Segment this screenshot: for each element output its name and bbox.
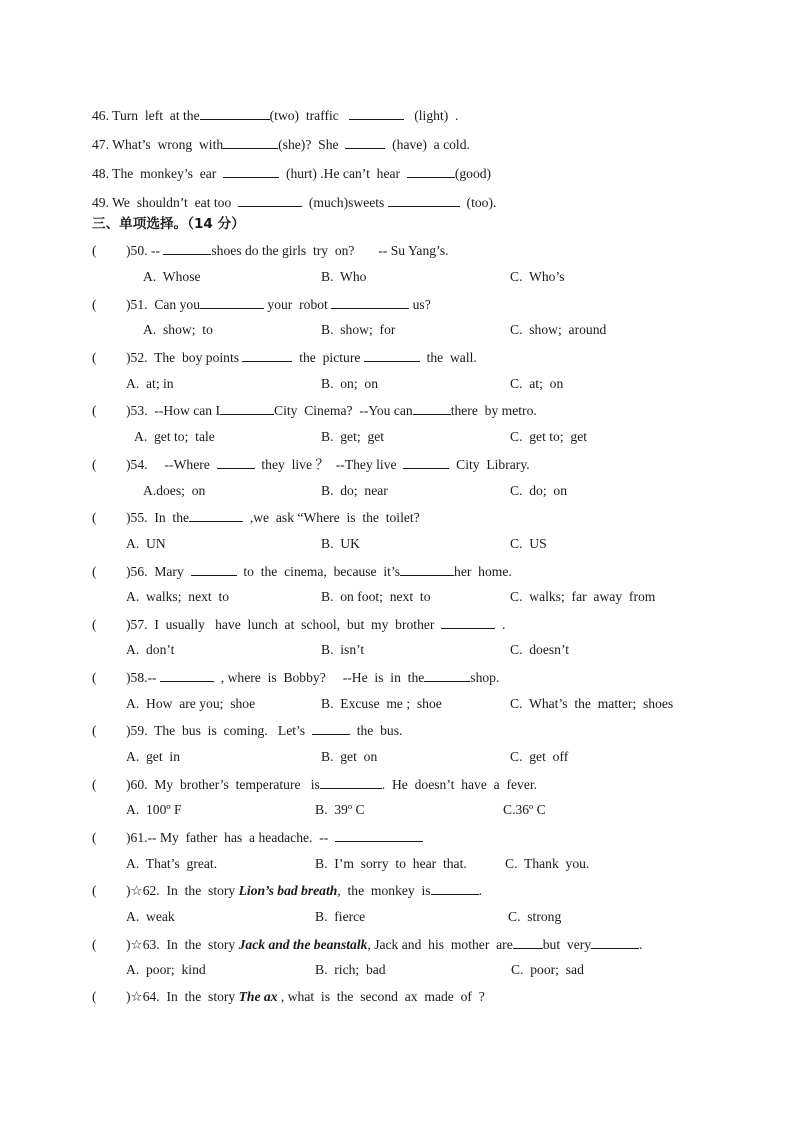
answer-blank[interactable] <box>217 455 255 469</box>
question-text: )60. My brother’s temperature is <box>126 777 320 792</box>
option-a[interactable]: A. get to; tale <box>134 429 215 444</box>
question-text: shop. <box>470 670 500 685</box>
question-text: )58.-- <box>126 670 160 685</box>
answer-paren[interactable]: ( <box>92 617 97 632</box>
question-text: to the cinema, because it’s <box>236 564 401 579</box>
answer-paren[interactable]: ( <box>92 670 97 685</box>
item-47 <box>92 135 470 154</box>
option-b[interactable]: B. I’m sorry to hear that. <box>315 856 467 871</box>
question-text: , Jack and his mother are <box>367 937 513 952</box>
option-a[interactable]: A. get in <box>126 749 180 764</box>
question-text: )52. The boy points <box>126 350 243 365</box>
question-text: )54. --Where <box>126 457 217 472</box>
question-text: the bus. <box>349 723 403 738</box>
question-58 <box>92 668 499 687</box>
question-59 <box>92 721 402 740</box>
answer-paren[interactable]: ( <box>92 403 97 418</box>
question-text: )55. In the <box>126 510 190 525</box>
item-number: 47. <box>92 137 109 152</box>
option-b[interactable]: B. get; get <box>321 429 385 444</box>
option-a[interactable]: A. UN <box>126 536 166 551</box>
option-c[interactable]: C. walks; far away from <box>510 589 656 604</box>
option-b[interactable]: B. do; near <box>321 483 388 498</box>
question-text: us? <box>409 297 431 312</box>
answer-blank[interactable] <box>403 455 449 469</box>
option-a[interactable]: A.does; on <box>143 483 206 498</box>
question-64 <box>92 988 485 1006</box>
answer-blank[interactable] <box>312 721 350 735</box>
option-a[interactable]: A. Whose <box>143 269 201 284</box>
question-text: )61.-- My father has a headache. -- <box>126 830 336 845</box>
answer-paren[interactable]: ( <box>92 510 97 525</box>
option-c[interactable]: C. US <box>510 536 547 551</box>
question-50 <box>92 241 449 260</box>
option-a[interactable]: A. show; to <box>143 322 213 337</box>
question-57 <box>92 615 505 634</box>
story-title: The ax <box>238 989 278 1004</box>
item-49 <box>92 193 496 212</box>
option-b[interactable]: B. show; for <box>321 322 396 337</box>
section-title: 三、单项选择。（14 分） <box>92 216 245 232</box>
answer-blank[interactable] <box>345 135 385 149</box>
option-c[interactable]: C. do; on <box>510 483 568 498</box>
option-c[interactable]: C. Thank you. <box>505 856 590 871</box>
option-c[interactable]: C. show; around <box>510 322 607 337</box>
story-title: Jack and the beanstalk <box>238 937 368 952</box>
answer-blank[interactable] <box>400 562 454 576</box>
option-b[interactable]: B. 39º C <box>315 802 365 817</box>
answer-blank[interactable] <box>331 295 409 309</box>
item-48 <box>92 164 491 183</box>
option-c[interactable]: C. poor; sad <box>511 962 584 977</box>
answer-paren[interactable]: ( <box>92 937 97 952</box>
answer-blank[interactable] <box>163 241 211 255</box>
option-b[interactable]: B. rich; bad <box>315 962 386 977</box>
question-text: there by metro. <box>450 403 537 418</box>
answer-blank[interactable] <box>223 135 278 149</box>
question-text: but very <box>542 937 592 952</box>
option-a[interactable]: A. 100º F <box>126 802 182 817</box>
answer-blank[interactable] <box>441 615 495 629</box>
answer-paren[interactable]: ( <box>92 297 97 312</box>
question-text: City Cinema? --You can <box>274 403 413 418</box>
question-text: )59. The bus is coming. Let’s <box>126 723 312 738</box>
item-text: (much)sweets <box>308 195 385 210</box>
question-54 <box>92 455 530 474</box>
question-text: )50. -- <box>126 243 164 258</box>
option-a[interactable]: A. don’t <box>126 642 175 657</box>
answer-paren[interactable]: ( <box>92 457 97 472</box>
item-number: 49. <box>92 195 109 210</box>
item-text: (hurt) .He can’t hear <box>285 166 401 181</box>
item-text: The monkey’s ear <box>112 166 217 181</box>
question-56 <box>92 562 512 581</box>
answer-blank[interactable] <box>238 193 302 207</box>
question-text: )☆63. In the story <box>126 937 239 952</box>
option-b[interactable]: B. Excuse me ; shoe <box>321 696 442 711</box>
option-a[interactable]: A. poor; kind <box>126 962 206 977</box>
option-c[interactable]: C. get off <box>510 749 569 764</box>
question-text: City Library. <box>449 457 530 472</box>
question-text: )☆64. In the story <box>126 989 239 1004</box>
question-52 <box>92 348 477 367</box>
option-b[interactable]: B. on; on <box>321 376 379 391</box>
question-text: the wall. <box>419 350 477 365</box>
answer-paren[interactable]: ( <box>92 564 97 579</box>
answer-paren[interactable]: ( <box>92 883 97 898</box>
question-text: they live ？ --They live <box>254 457 404 472</box>
question-text: shoes do the girls try on? -- Su Yang’s. <box>211 243 449 258</box>
question-text: , where is Bobby? --He is in the <box>213 670 425 685</box>
answer-blank[interactable] <box>220 401 274 415</box>
question-text: )57. I usually have lunch at school, but my brother <box>126 617 442 632</box>
question-53 <box>92 401 537 420</box>
answer-blank[interactable] <box>200 295 264 309</box>
story-title: Lion’s bad breath <box>238 883 338 898</box>
answer-blank[interactable] <box>189 508 243 522</box>
option-b[interactable]: B. fierce <box>315 909 366 924</box>
question-51 <box>92 295 431 314</box>
question-text: her home. <box>454 564 512 579</box>
option-c[interactable]: C. doesn’t <box>510 642 570 657</box>
item-number: 48. <box>92 166 109 181</box>
option-b[interactable]: B. get on <box>321 749 378 764</box>
answer-blank[interactable] <box>335 828 423 842</box>
item-text: (too). <box>466 195 497 210</box>
answer-blank[interactable] <box>364 348 420 362</box>
question-61 <box>92 828 423 847</box>
answer-blank[interactable] <box>191 562 237 576</box>
item-text: (light) . <box>414 108 459 123</box>
option-c[interactable]: C.36º C <box>503 802 546 817</box>
item-text: What’s wrong with <box>112 137 224 152</box>
question-55 <box>92 508 420 527</box>
question-text: the picture <box>292 350 364 365</box>
question-60 <box>92 775 537 794</box>
answer-blank[interactable] <box>160 668 214 682</box>
question-text: . <box>478 883 482 898</box>
option-a[interactable]: A. weak <box>126 909 175 924</box>
answer-blank[interactable] <box>407 164 455 178</box>
question-text: )51. Can you <box>126 297 201 312</box>
answer-blank[interactable] <box>349 106 404 120</box>
question-text: . <box>495 617 506 632</box>
answer-blank[interactable] <box>424 668 470 682</box>
answer-paren[interactable]: ( <box>92 723 97 738</box>
answer-paren[interactable]: ( <box>92 989 97 1004</box>
answer-paren[interactable]: ( <box>92 243 97 258</box>
option-c[interactable]: C. strong <box>508 909 562 924</box>
option-b[interactable]: B. isn’t <box>321 642 365 657</box>
item-text: Turn left at the <box>112 108 200 123</box>
question-text: , the monkey is <box>337 883 431 898</box>
item-text: (she)? She <box>278 137 339 152</box>
item-46 <box>92 106 458 125</box>
item-text: We shouldn’t eat too <box>112 195 232 210</box>
question-text: )56. Mary <box>126 564 191 579</box>
answer-blank[interactable] <box>320 775 382 789</box>
answer-blank[interactable] <box>388 193 460 207</box>
option-c[interactable]: C. at; on <box>510 376 564 391</box>
option-b[interactable]: B. Who <box>321 269 367 284</box>
answer-paren[interactable]: ( <box>92 830 97 845</box>
answer-blank[interactable] <box>200 106 270 120</box>
question-text: . He doesn’t have a fever. <box>381 777 538 792</box>
answer-blank[interactable] <box>223 164 279 178</box>
question-text: , what is the second ax made of ? <box>277 989 485 1004</box>
question-text: )☆62. In the story <box>126 883 239 898</box>
question-text: your robot <box>264 297 332 312</box>
answer-blank[interactable] <box>513 935 543 949</box>
item-text: (two) traffic <box>269 108 339 123</box>
question-63 <box>92 935 642 954</box>
option-c[interactable]: C. What’s the matter; shoes <box>510 696 674 711</box>
item-number: 46. <box>92 108 109 123</box>
option-a[interactable]: A. That’s great. <box>126 856 218 871</box>
question-text: ,we ask “Where is the toilet? <box>243 510 420 525</box>
option-c[interactable]: C. Who’s <box>510 269 565 284</box>
answer-paren[interactable]: ( <box>92 777 97 792</box>
answer-blank[interactable] <box>591 935 639 949</box>
question-text: )53. --How can I <box>126 403 220 418</box>
answer-blank[interactable] <box>413 401 451 415</box>
answer-paren[interactable]: ( <box>92 350 97 365</box>
option-a[interactable]: A. How are you; shoe <box>126 696 256 711</box>
item-text: (have) a cold. <box>392 137 470 152</box>
question-62 <box>92 881 482 900</box>
answer-blank[interactable] <box>431 881 479 895</box>
answer-blank[interactable] <box>242 348 292 362</box>
option-a[interactable]: A. walks; next to <box>126 589 230 604</box>
item-text: (good) <box>454 166 492 181</box>
question-text: . <box>639 937 643 952</box>
option-a[interactable]: A. at; in <box>126 376 174 391</box>
option-c[interactable]: C. get to; get <box>510 429 588 444</box>
option-b[interactable]: B. UK <box>321 536 360 551</box>
option-b[interactable]: B. on foot; next to <box>321 589 431 604</box>
